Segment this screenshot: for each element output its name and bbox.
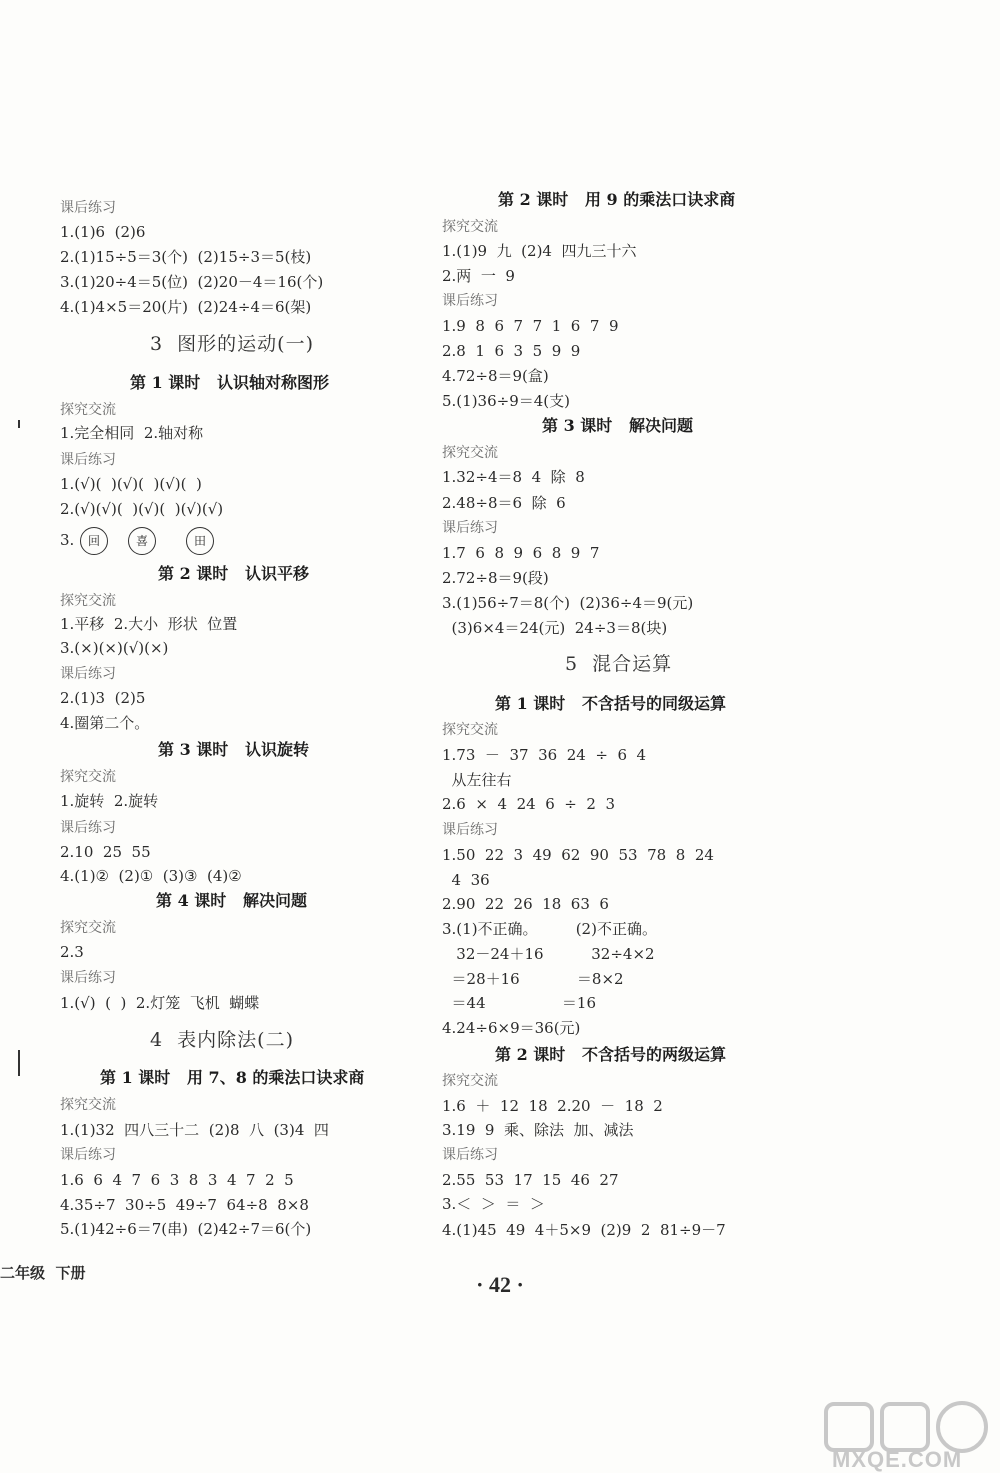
- unit-title: 3 图形的运动(一): [150, 333, 314, 355]
- answer-line: 3.＜ ＞ ＝ ＞: [442, 1195, 545, 1213]
- circled-glyph: 喜: [128, 527, 156, 555]
- answer-line: 2.48÷8＝6 除 6: [442, 494, 566, 512]
- margin-mark: [18, 1050, 20, 1076]
- section-label: 探究交流: [60, 402, 116, 418]
- section-label: 课后练习: [60, 1147, 116, 1163]
- answer-line: 2.(1)15÷5＝3(个) (2)15÷3＝5(枝): [60, 248, 312, 266]
- lesson-title: 第 1 课时 不含括号的同级运算: [495, 694, 726, 713]
- answer-line: 4.(1)4×5＝20(片) (2)24÷4＝6(架): [60, 298, 312, 316]
- answer-line: 4.(1)② (2)① (3)③ (4)②: [60, 867, 242, 885]
- answer-line: 3.(1)20÷4＝5(位) (2)20－4＝16(个): [60, 273, 324, 291]
- answer-line: 1.6 6 4 7 6 3 8 3 4 7 2 5: [60, 1171, 294, 1189]
- lesson-title: 第 3 课时 解决问题: [542, 416, 693, 435]
- answer-line: 1.完全相同 2.轴对称: [60, 424, 204, 442]
- section-label: 课后练习: [60, 820, 116, 836]
- section-label: 课后练习: [60, 970, 116, 986]
- answer-line: 1.旋转 2.旋转: [60, 792, 159, 810]
- answer-line: 4.(1)45 49 4＋5×9 (2)9 2 81÷9－7: [442, 1221, 726, 1239]
- lesson-title: 第 2 课时 不含括号的两级运算: [495, 1045, 726, 1064]
- answer-line: 1.(√) ( ) 2.灯笼 飞机 蝴蝶: [60, 994, 260, 1012]
- lesson-title: 第 2 课时 认识平移: [158, 564, 309, 583]
- answer-line: (3)6×4＝24(元) 24÷3＝8(块): [442, 619, 668, 637]
- unit-title: 4 表内除法(二): [150, 1029, 294, 1051]
- answer-line: 4 36: [442, 871, 490, 889]
- answer-line: 2.90 22 26 18 63 6: [442, 895, 609, 913]
- section-label: 课后练习: [442, 822, 498, 838]
- margin-mark: [18, 420, 20, 428]
- answer-line: 2.(√)(√)( )(√)( )(√)(√): [60, 500, 224, 518]
- footer-grade: 二年级 下册: [0, 1264, 86, 1282]
- answer-line: 4.35÷7 30÷5 49÷7 64÷8 8×8: [60, 1196, 309, 1214]
- answer-line: 2.55 53 17 15 46 27: [442, 1171, 619, 1189]
- section-label: 课后练习: [442, 520, 498, 536]
- answer-line: 2.(1)3 (2)5: [60, 689, 146, 707]
- lesson-title: 第 2 课时 用 9 的乘法口诀求商: [498, 190, 736, 209]
- answer-line: 从左往右: [442, 771, 512, 789]
- section-label: 探究交流: [442, 1073, 498, 1089]
- section-label: 探究交流: [442, 445, 498, 461]
- answer-line: 2.10 25 55: [60, 843, 151, 861]
- answer-line: 1.73 － 37 36 24 ÷ 6 4: [442, 746, 647, 764]
- section-label: 探究交流: [60, 769, 116, 785]
- answer-line: 1.平移 2.大小 形状 位置: [60, 615, 238, 633]
- answer-line: 32－24＋16 32÷4×2: [442, 945, 655, 963]
- lesson-title: 第 3 课时 认识旋转: [158, 740, 309, 759]
- answer-line: 5.(1)36÷9＝4(支): [442, 392, 571, 410]
- section-label: 探究交流: [60, 1097, 116, 1113]
- answer-line: 3.(1)56÷7＝8(个) (2)36÷4＝9(元): [442, 594, 694, 612]
- section-label: 探究交流: [60, 920, 116, 936]
- section-label: 课后练习: [60, 200, 116, 216]
- answer-line: 2.3: [60, 943, 84, 961]
- section-label: 探究交流: [442, 219, 498, 235]
- answer-line: 5.(1)42÷6＝7(串) (2)42÷7＝6(个): [60, 1220, 312, 1238]
- unit-title: 5 混合运算: [565, 653, 673, 675]
- answer-line: 1.6 ＋ 12 18 2.20 － 18 2: [442, 1097, 663, 1115]
- answer-line: 3.19 9 乘、除法 加、减法: [442, 1121, 634, 1139]
- lesson-title: 第 1 课时 认识轴对称图形: [130, 373, 329, 392]
- answer-line: 2.8 1 6 3 5 9 9: [442, 342, 581, 360]
- answer-line: 4.24÷6×9＝36(元): [442, 1019, 581, 1037]
- answer-line: ＝44 ＝16: [442, 994, 596, 1012]
- lesson-title: 第 4 课时 解决问题: [156, 891, 307, 910]
- answer-line: 1.9 8 6 7 7 1 6 7 9: [442, 317, 619, 335]
- answer-line: 1.7 6 8 9 6 8 9 7: [442, 544, 600, 562]
- answer-line: 4.圈第二个。: [60, 714, 150, 732]
- circled-glyph: 田: [186, 527, 214, 555]
- watermark-text: MXQE.COM: [832, 1447, 963, 1472]
- answer-line: 3.(1)不正确。 (2)不正确。: [442, 920, 657, 938]
- answer-line: 1.32÷4＝8 4 除 8: [442, 468, 585, 486]
- answer-line: 2.6 × 4 24 6 ÷ 2 3: [442, 795, 616, 813]
- answer-line: 1.(1)9 九 (2)4 四九三十六: [442, 242, 637, 260]
- answer-line: 1.50 22 3 49 62 90 53 78 8 24: [442, 846, 714, 864]
- circled-glyph: 回: [80, 527, 108, 555]
- answer-line: 2.两 一 9: [442, 267, 515, 285]
- section-label: 课后练习: [442, 1147, 498, 1163]
- answer-line: 1.(1)32 四八三十二 (2)8 八 (3)4 四: [60, 1121, 329, 1139]
- section-label: 探究交流: [60, 593, 116, 609]
- answer-line: 3.(×)(×)(√)(×): [60, 639, 169, 657]
- answer-line: 4.72÷8＝9(盒): [442, 367, 549, 385]
- page-number: · 42 ·: [476, 1272, 524, 1297]
- section-label: 探究交流: [442, 722, 498, 738]
- answer-line: ＝28＋16 ＝8×2: [442, 970, 624, 988]
- section-label: 课后练习: [60, 452, 116, 468]
- answer-line: 1.(√)( )(√)( )(√)( ): [60, 475, 202, 493]
- section-label: 课后练习: [60, 666, 116, 682]
- answer-line: 1.(1)6 (2)6: [60, 223, 146, 241]
- answer-line: 2.72÷8＝9(段): [442, 569, 549, 587]
- lesson-title: 第 1 课时 用 7、8 的乘法口诀求商: [100, 1068, 365, 1087]
- section-label: 课后练习: [442, 293, 498, 309]
- answer-line: 3.: [60, 531, 75, 549]
